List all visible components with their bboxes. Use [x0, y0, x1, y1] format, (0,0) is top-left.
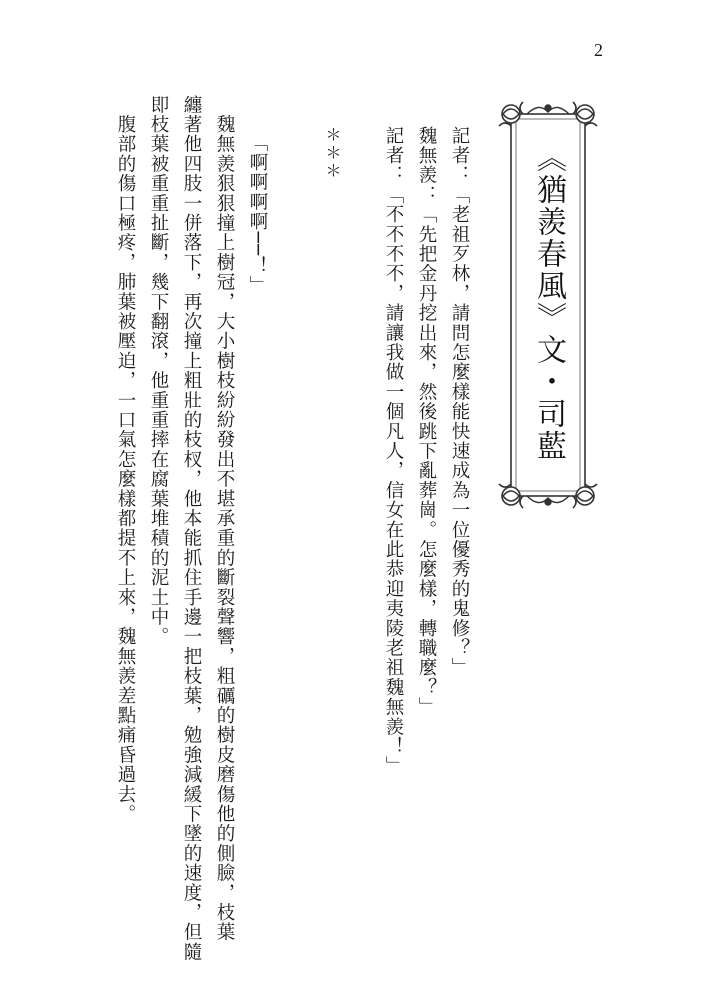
story-paragraph-1-line-1: 魏無羨狠狠撞上樹冠，大小樹枝紛紛發出不堪承重的斷裂聲響，粗礪的樹皮磨傷他的側臉，枝葉	[214, 95, 235, 943]
title-frame	[497, 100, 599, 510]
interview-line-3: 記者：「不不不不，請讓我做一個凡人，信女在此恭迎夷陵老祖魏無羨！」	[383, 126, 404, 777]
section-separator: ＊＊＊	[323, 126, 342, 180]
story-paragraph-1-line-3: 即枝葉被重重扯斷，幾下翻滾，他重重摔在腐葉堆積的泥土中。	[148, 95, 169, 647]
top-scroll-ornament	[527, 105, 569, 114]
bottom-scroll-ornament	[527, 496, 569, 505]
corner-ornament-bottom-left	[499, 484, 523, 508]
corner-ornament-top-right	[573, 102, 597, 126]
book-title: 《猶羨春風》文・司藍	[531, 142, 566, 462]
page-number: 2	[594, 40, 603, 60]
interview-line-1: 記者：「老祖歹林，請問怎麼樣能快速成為一位優秀的鬼修？」	[449, 126, 470, 678]
corner-ornament-bottom-right	[573, 484, 597, 508]
story-paragraph-2: 腹部的傷口極疼，肺葉被壓迫，一口氣怎麼樣都提不上來，魏無羨差點痛昏過去。	[115, 95, 136, 824]
corner-ornament-top-left	[499, 102, 523, 126]
story-dialogue: 「啊啊啊啊──！」	[247, 133, 268, 296]
story-paragraph-1-line-2: 纏著他四肢一併落下，再次撞上粗壯的枝杈，他本能抓住手邊一把枝葉，勉強減緩下墜的速度，但隨	[181, 95, 202, 962]
interview-line-2: 魏無羨：「先把金丹挖出來，然後跳下亂葬崗。怎麼樣，轉職麼？」	[416, 126, 437, 717]
